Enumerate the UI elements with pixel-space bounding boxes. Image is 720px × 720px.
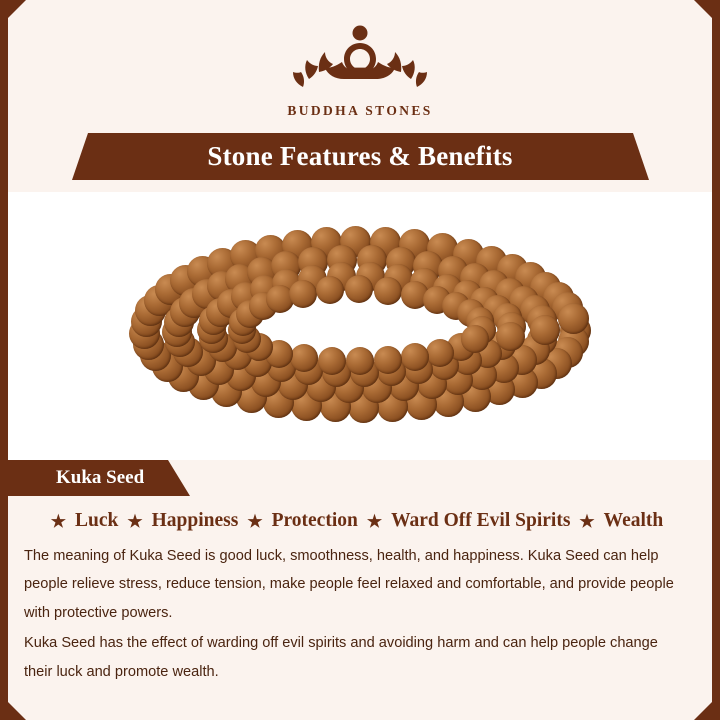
bead	[374, 277, 402, 305]
benefits-list	[24, 510, 690, 532]
bead	[496, 322, 525, 351]
bead	[345, 275, 373, 303]
benefit-item: Wealth	[603, 510, 664, 531]
bead	[558, 303, 589, 334]
benefit-item: Ward Off Evil Spirits	[391, 510, 571, 531]
mala-beads-illustration	[0, 192, 720, 460]
brand-name: BUDDHA STONES	[287, 103, 433, 118]
description-paragraph-1: The meaning of Kuka Seed is good luck, smoothness, health, and happiness. Kuka Seed can help people relieve stress, reduce tension, make people feel relaxed and comfortable, and provide people with protective powers.	[24, 548, 674, 621]
bead	[530, 315, 560, 345]
bead	[316, 276, 344, 304]
content-body	[0, 496, 720, 686]
page-title: Stone Features & Benefits	[207, 141, 513, 171]
product-image	[0, 192, 720, 460]
star-icon: ★	[50, 511, 66, 531]
bead	[318, 347, 346, 375]
corner-ornament-bottom-left	[0, 694, 26, 720]
bead	[461, 325, 489, 353]
product-label-text: Kuka Seed	[56, 467, 145, 488]
benefit-item: Happiness	[151, 510, 239, 531]
star-icon: ★	[366, 511, 383, 531]
corner-ornament-bottom-right	[694, 694, 720, 720]
title-banner	[72, 133, 649, 180]
bead	[289, 280, 317, 308]
star-icon: ★	[579, 511, 595, 531]
bead	[426, 339, 454, 367]
benefit-item: Protection	[271, 510, 358, 531]
benefit-item: Luck	[75, 510, 119, 531]
lotus-meditation-icon	[0, 18, 720, 99]
star-icon: ★	[247, 511, 263, 531]
description-paragraph-2: Kuka Seed has the effect of warding off evil spirits and avoiding harm and can help people change their luck and promote wealth.	[24, 635, 658, 680]
brand-header	[0, 0, 720, 119]
product-label-row	[0, 460, 720, 496]
product-label-tab	[0, 460, 190, 496]
star-icon: ★	[127, 511, 143, 531]
